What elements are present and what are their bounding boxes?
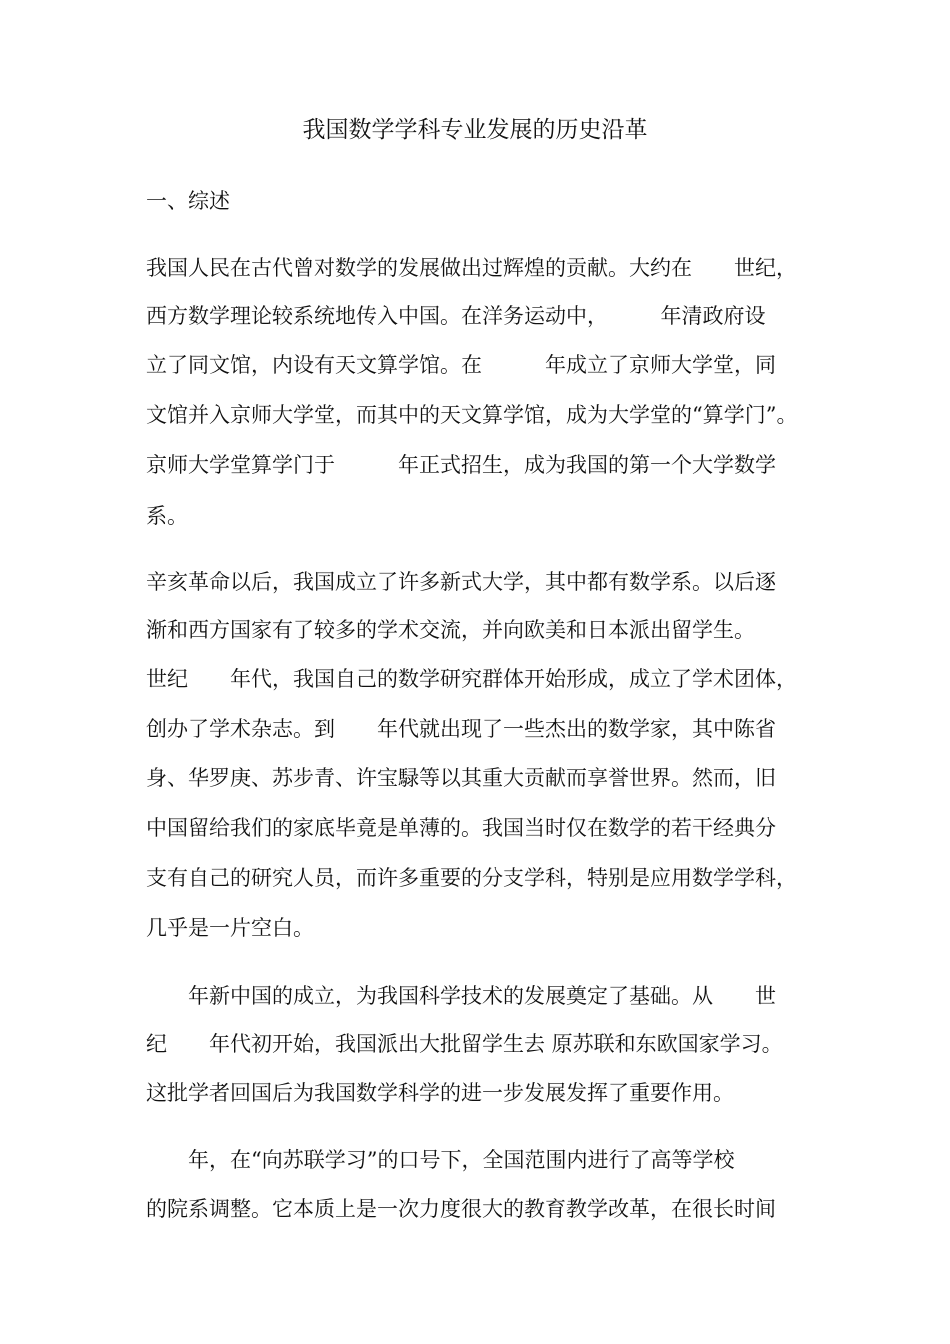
paragraph-1-line-2: 西方数学理论较系统地传入中国。在洋务运动中， 年清政府设 xyxy=(146,304,766,328)
paragraph-4-line-1: 年，在“向苏联学习”的口号下，全国范围内进行了高等学校 xyxy=(146,1148,735,1172)
paragraph-2-line-6: 中国留给我们的家底毕竟是单薄的。我国当时仅在数学的若干经典分 xyxy=(146,816,776,840)
paragraph-2-line-2: 渐和西方国家有了较多的学术交流，并向欧美和日本派出留学生。 xyxy=(146,618,755,642)
paragraph-1-line-3: 立了同文馆，内设有天文算学馆。在 年成立了京师大学堂，同 xyxy=(146,353,776,377)
paragraph-2-line-5: 身、华罗庚、苏步青、许宝騄等以其重大贡献而享誉世界。然而，旧 xyxy=(146,766,776,790)
paragraph-1-line-5: 京师大学堂算学门于 年正式招生，成为我国的第一个大学数学 xyxy=(146,453,776,477)
paragraph-1-line-1: 我国人民在古代曾对数学的发展做出过辉煌的贡献。大约在 世纪， xyxy=(146,256,797,280)
paragraph-3-line-3: 这批学者回国后为我国数学科学的进一步发展发挥了重要作用。 xyxy=(146,1081,734,1105)
paragraph-4-line-2: 的院系调整。它本质上是一次力度很大的教育教学改革，在很长时间 xyxy=(146,1197,776,1221)
paragraph-1-line-4: 文馆并入京师大学堂，而其中的天文算学馆，成为大学堂的“算学门”。 xyxy=(146,403,798,427)
document-title: 我国数学学科专业发展的历史沿革 xyxy=(302,117,648,143)
paragraph-2-line-3: 世纪 年代，我国自己的数学研究群体开始形成，成立了学术团体， xyxy=(146,667,797,691)
paragraph-3-line-2: 纪 年代初开始，我国派出大批留学生去 原苏联和东欧国家学习。 xyxy=(146,1032,783,1056)
section-heading: 一、综述 xyxy=(146,189,230,213)
paragraph-2-line-8: 几乎是一片空白。 xyxy=(146,916,314,940)
paragraph-3-line-1: 年新中国的成立，为我国科学技术的发展奠定了基础。从 世 xyxy=(146,984,776,1008)
paragraph-2-line-1: 辛亥革命以后，我国成立了许多新式大学，其中都有数学系。以后逐 xyxy=(146,570,776,594)
paragraph-2-line-4: 创办了学术杂志。到 年代就出现了一些杰出的数学家，其中陈省 xyxy=(146,717,776,741)
paragraph-1-line-6: 系。 xyxy=(146,504,188,528)
paragraph-2-line-7: 支有自己的研究人员，而许多重要的分支学科，特别是应用数学学科， xyxy=(146,866,797,890)
